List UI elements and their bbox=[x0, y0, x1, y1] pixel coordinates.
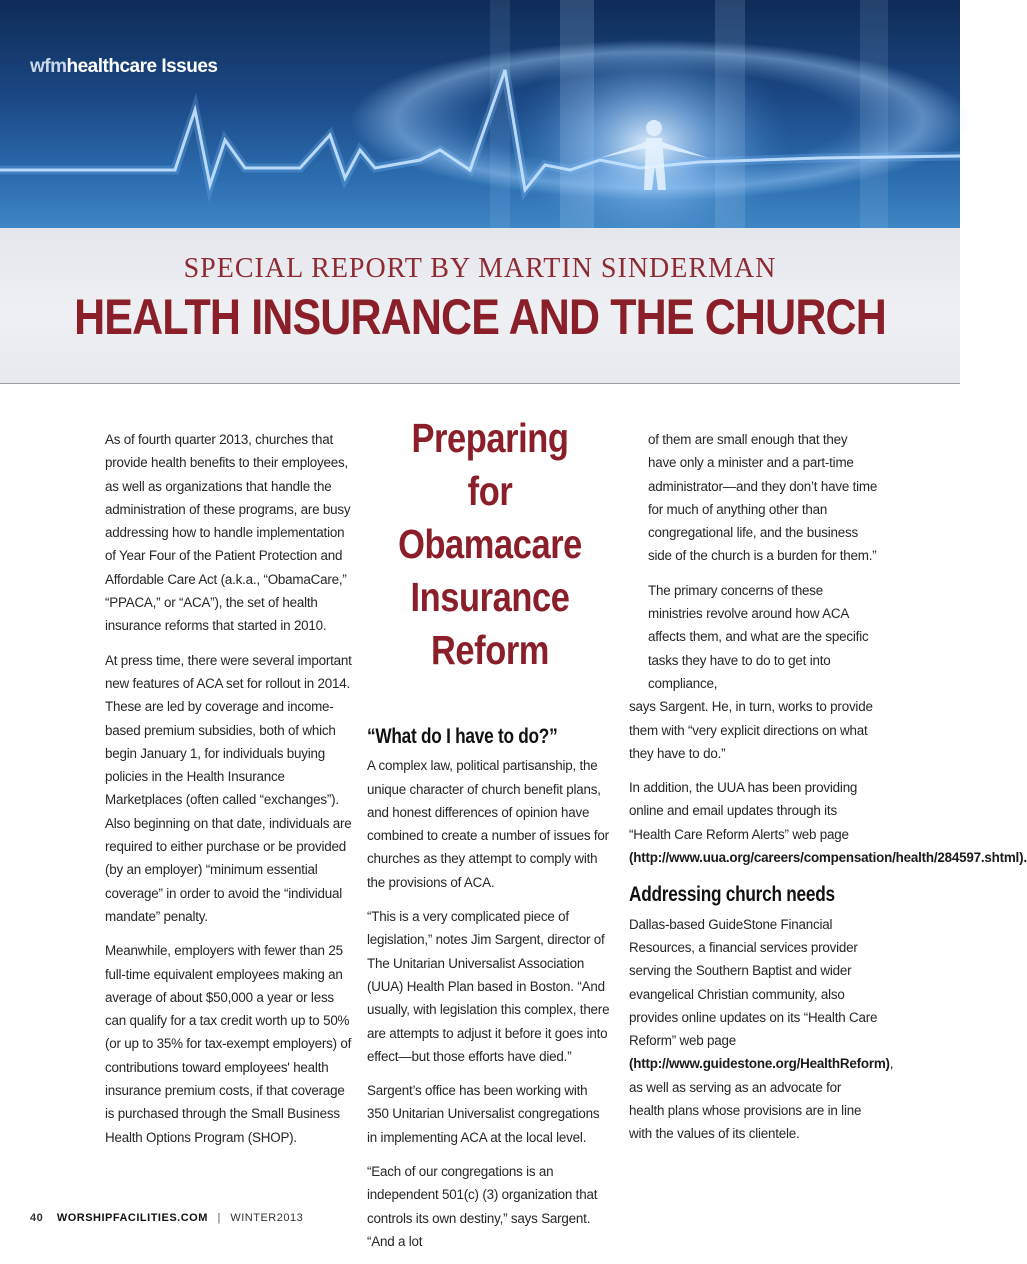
paragraph: says Sargent. He, in turn, works to provide them with “very explicit directions on what they have to do.” bbox=[629, 699, 873, 761]
paragraph: A complex law, political partisanship, the unique character of church benefit plans, and honest differences of opinion have combined to create a number of issues for churches as they attempt to comply with the provisions of ACA. bbox=[367, 758, 609, 890]
header-banner bbox=[0, 0, 960, 228]
paragraph-text: , as well as serving as an advocate for health plans whose provisions are in line with the values of its clientele. bbox=[629, 1056, 894, 1142]
page-number: 40 bbox=[30, 1212, 44, 1224]
paragraph: The primary concerns of these ministries revolve around how ACA affects them, and what are the specific tasks they have to do to get into compliance, bbox=[648, 582, 869, 691]
light-beam bbox=[560, 0, 594, 228]
paragraph: Sargent’s office has been working with 350 Unitarian Universalist congregations in implementing ACA at the local level. bbox=[367, 1083, 600, 1145]
paragraph: At press time, there were several important new features of ACA set for rollout in 2014. These are led by coverage and income-based premium subsidies, both of which begin January 1, for individuals buying policies in the Health Insurance Marketplaces (often called “exchanges”). Also beginning on that date, individuals are required to either purchase or be provided (by an employer) “minimum essential coverage” in order to avoid the “individual mandate” penalty. bbox=[105, 652, 352, 924]
light-beam bbox=[715, 0, 745, 228]
article-headline: HEALTH INSURANCE AND THE CHURCH bbox=[74, 289, 886, 345]
special-report-byline: SPECIAL REPORT BY MARTIN SINDERMAN bbox=[183, 253, 777, 284]
page-footer bbox=[30, 1212, 303, 1224]
uua-link[interactable]: (http://www.uua.org/careers/compensation/health/284597.shtml). bbox=[629, 850, 1027, 866]
subhead-what-to-do: “What do I have to do?” bbox=[367, 725, 558, 748]
guidestone-link[interactable]: (http://www.guidestone.org/HealthReform) bbox=[629, 1056, 890, 1072]
footer-site: WORSHIPFACILITIES.COM bbox=[56, 1212, 208, 1224]
subhead-church-needs: Addressing church needs bbox=[629, 883, 835, 907]
paragraph: Meanwhile, employers with fewer than 25 full-time equivalent employees making an average of about $50,000 a year or less can qualify for a tax credit worth up to 50% (or up to 35% for tax-exempt employers) of contributions toward employees' health insurance premium costs, if that coverage is purchased through the Small Business Health Options Program (SHOP). bbox=[105, 943, 352, 1145]
paragraph-text: Dallas-based GuideStone Financial Resources, a financial services provider serving the Southern Baptist and wider evangelical Christian community, also provides online updates on its “Health Care Reform” web page bbox=[629, 916, 878, 1049]
footer-issue: WINTER2013 bbox=[230, 1212, 304, 1224]
column-2 bbox=[367, 412, 612, 1264]
heartbeat-illustration bbox=[0, 0, 960, 228]
paragraph bbox=[629, 776, 1027, 869]
paragraph: of them are small enough that they have only a minister and a part-time administrator—and they don’t have time for much of anything other than congregational life, and the business side of the church is a burden for them.” bbox=[648, 432, 878, 564]
feature-title-line: for Obamacare bbox=[398, 468, 582, 567]
title-band bbox=[0, 228, 960, 384]
footer-separator: | bbox=[217, 1212, 221, 1224]
paragraph: “This is a very complicated piece of legislation,” notes Jim Sargent, director of The Unitarian Universalist Association (UUA) Health Plan based in Boston. “And usually, with legislation this complex, there are attempts to adjust it before it goes into effect—but those efforts have died.” bbox=[367, 909, 610, 1064]
brand-prefix: wfm bbox=[30, 56, 67, 77]
feature-title-line: Reform bbox=[430, 627, 550, 673]
paragraph bbox=[629, 913, 894, 1146]
feature-title bbox=[377, 412, 604, 677]
column-1 bbox=[105, 428, 353, 1160]
feature-title-line: Preparing bbox=[411, 415, 569, 461]
paragraph: As of fourth quarter 2013, churches that provide health benefits to their employees, as well as organizations that handle the administration of these programs, are busy addressing how to handle implementation of Year Four of the Patient Protection and Affordable Care Act (a.k.a., “ObamaCare,” “PPACA,” or “ACA”), the set of health insurance reforms that started in 2010. bbox=[105, 432, 351, 634]
column-3 bbox=[629, 428, 1027, 1157]
brand-main: healthcare Issues bbox=[66, 56, 218, 77]
section-brand bbox=[30, 56, 217, 78]
feature-title-line: Insurance bbox=[410, 574, 570, 620]
paragraph-text: In addition, the UUA has been providing online and email updates through its “Health Care Reform Alerts” web page bbox=[629, 780, 858, 842]
paragraph: “Each of our congregations is an independent 501(c) (3) organization that controls its own destiny,” says Sargent. “And a lot bbox=[367, 1164, 598, 1249]
light-beam bbox=[860, 0, 888, 228]
